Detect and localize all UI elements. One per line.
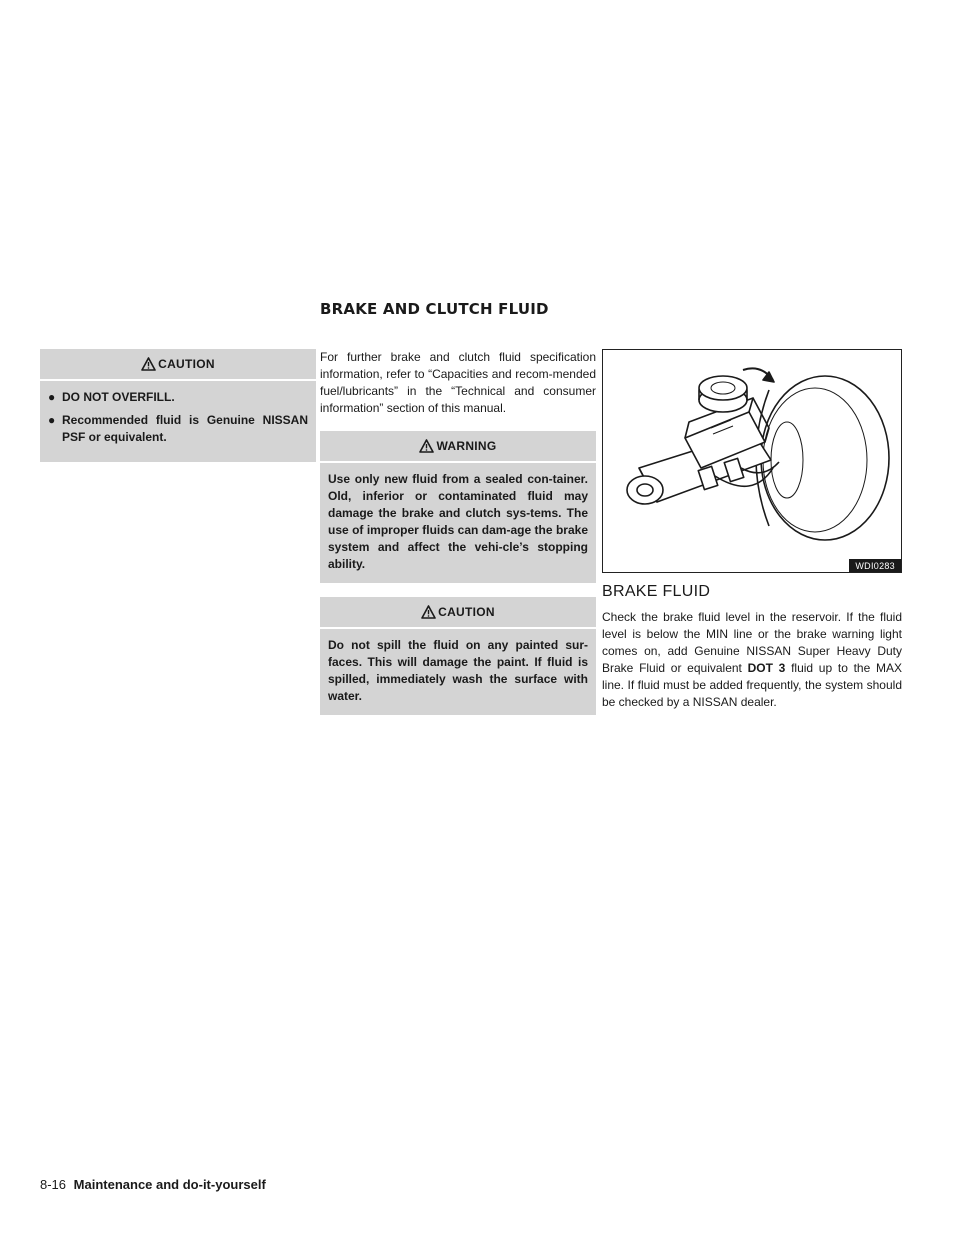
middle-column <box>320 349 596 729</box>
caution-item: ● Recommended fluid is Genuine NISSAN PSF or equivalent. <box>48 413 308 444</box>
warning-triangle-icon <box>141 357 156 371</box>
left-column <box>40 349 316 462</box>
caution-box-2 <box>320 597 596 715</box>
right-column <box>602 349 902 725</box>
warning-triangle-icon <box>419 439 434 453</box>
intro-paragraph: For further brake and clutch fluid specification information, refer to “Capacities and recom-mended fuel/lubricants” in the “Technical and consumer information” section of this manual. <box>320 350 596 415</box>
page-footer <box>40 1177 266 1192</box>
page-number: 8-16 <box>40 1177 67 1192</box>
brake-master-cylinder-illustration <box>603 350 901 572</box>
warning-triangle-icon <box>421 605 436 619</box>
warning-box <box>320 431 596 583</box>
figure-id-label: WDI0283 <box>849 559 901 572</box>
caution-box <box>40 349 316 462</box>
chapter-title: Maintenance and do-it-yourself <box>73 1177 266 1192</box>
warning-text: Use only new fluid from a sealed con-tainer. Old, inferior or contaminated fluid may damage the brake and clutch sys-tems. The use of improper fluids can dam-age the brake system and affect the vehi-cle’s stopping ability. <box>328 472 588 571</box>
caution-title: CAUTION <box>438 605 495 619</box>
warning-title: WARNING <box>436 439 497 453</box>
caution-header <box>40 349 316 381</box>
caution-title: CAUTION <box>158 357 215 371</box>
caution-item: ● DO NOT OVERFILL. <box>48 390 175 404</box>
caution-text: Do not spill the fluid on any painted sur-faces. This will damage the paint. If fluid is spilled, immediately wash the surface with water. <box>328 638 588 703</box>
warning-header <box>320 431 596 463</box>
brake-fluid-paragraph: Check the brake fluid level in the reservoir. If the fluid level is below the MIN line or the brake warning light comes on, add Genuine NISSAN Super Heavy Duty Brake Fluid or equivalent DOT 3 fluid up to the MAX line. If fluid must be added frequently, the system should be checked by a NISSAN dealer. <box>602 610 903 709</box>
brake-reservoir-figure <box>602 349 902 573</box>
brake-fluid-heading: BRAKE FLUID <box>602 583 711 600</box>
caution-header <box>320 597 596 629</box>
section-title: BRAKE AND CLUTCH FLUID <box>320 300 549 318</box>
